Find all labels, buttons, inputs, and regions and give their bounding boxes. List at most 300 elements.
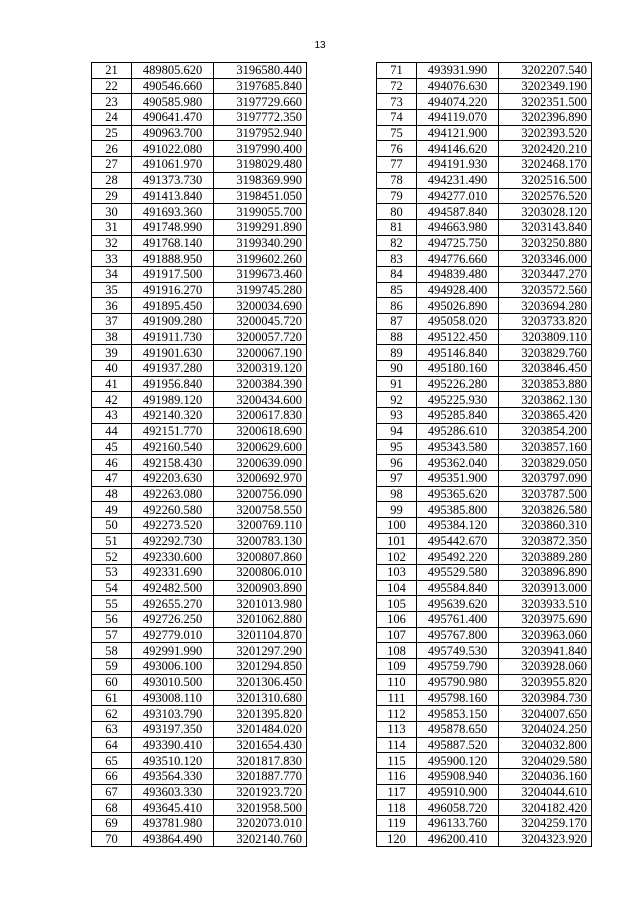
point-number-cell: 22 xyxy=(92,78,132,94)
x-coordinate-cell: 492158.430 xyxy=(132,455,214,471)
y-coordinate-cell: 3200903.890 xyxy=(214,580,307,596)
table-row xyxy=(377,627,592,643)
point-number-cell: 66 xyxy=(92,768,132,784)
x-coordinate-cell: 490641.470 xyxy=(132,110,214,126)
y-coordinate-cell: 3203829.050 xyxy=(499,455,592,471)
y-coordinate-cell: 3200618.690 xyxy=(214,423,307,439)
table-row xyxy=(377,251,592,267)
point-number-cell: 39 xyxy=(92,345,132,361)
table-row xyxy=(377,549,592,565)
x-coordinate-cell: 490546.660 xyxy=(132,78,214,94)
y-coordinate-cell: 3203028.120 xyxy=(499,204,592,220)
point-number-cell: 101 xyxy=(377,533,417,549)
y-coordinate-cell: 3201923.720 xyxy=(214,784,307,800)
table-row xyxy=(92,157,307,173)
point-number-cell: 104 xyxy=(377,580,417,596)
table-row xyxy=(377,612,592,628)
y-coordinate-cell: 3198029.480 xyxy=(214,157,307,173)
table-row xyxy=(377,643,592,659)
point-number-cell: 38 xyxy=(92,329,132,345)
point-number-cell: 34 xyxy=(92,266,132,282)
x-coordinate-cell: 496200.410 xyxy=(417,831,499,847)
x-coordinate-cell: 496133.760 xyxy=(417,816,499,832)
x-coordinate-cell: 495026.890 xyxy=(417,298,499,314)
x-coordinate-cell: 492331.690 xyxy=(132,565,214,581)
table-row xyxy=(92,565,307,581)
table-row xyxy=(377,392,592,408)
table-row xyxy=(377,63,592,79)
y-coordinate-cell: 3201062.880 xyxy=(214,612,307,628)
y-coordinate-cell: 3203346.000 xyxy=(499,251,592,267)
point-number-cell: 55 xyxy=(92,596,132,612)
point-number-cell: 112 xyxy=(377,706,417,722)
point-number-cell: 84 xyxy=(377,266,417,282)
point-number-cell: 72 xyxy=(377,78,417,94)
y-coordinate-cell: 3200319.120 xyxy=(214,361,307,377)
x-coordinate-cell: 493564.330 xyxy=(132,768,214,784)
coordinates-table-left xyxy=(91,62,307,847)
point-number-cell: 111 xyxy=(377,690,417,706)
point-number-cell: 32 xyxy=(92,235,132,251)
table-row xyxy=(377,816,592,832)
y-coordinate-cell: 3203955.820 xyxy=(499,674,592,690)
table-row xyxy=(92,298,307,314)
table-row xyxy=(92,753,307,769)
table-row xyxy=(377,282,592,298)
point-number-cell: 68 xyxy=(92,800,132,816)
table-row xyxy=(92,502,307,518)
point-number-cell: 45 xyxy=(92,439,132,455)
point-number-cell: 95 xyxy=(377,439,417,455)
x-coordinate-cell: 493645.410 xyxy=(132,800,214,816)
y-coordinate-cell: 3203797.090 xyxy=(499,470,592,486)
table-row xyxy=(92,659,307,675)
table-row xyxy=(92,470,307,486)
x-coordinate-cell: 492263.080 xyxy=(132,486,214,502)
x-coordinate-cell: 495286.610 xyxy=(417,423,499,439)
y-coordinate-cell: 3204036.160 xyxy=(499,768,592,784)
x-coordinate-cell: 495385.800 xyxy=(417,502,499,518)
y-coordinate-cell: 3202576.520 xyxy=(499,188,592,204)
x-coordinate-cell: 491895.450 xyxy=(132,298,214,314)
y-coordinate-cell: 3203826.580 xyxy=(499,502,592,518)
x-coordinate-cell: 491956.840 xyxy=(132,376,214,392)
x-coordinate-cell: 492655.270 xyxy=(132,596,214,612)
point-number-cell: 64 xyxy=(92,737,132,753)
point-number-cell: 92 xyxy=(377,392,417,408)
y-coordinate-cell: 3203865.420 xyxy=(499,408,592,424)
point-number-cell: 26 xyxy=(92,141,132,157)
x-coordinate-cell: 494119.070 xyxy=(417,110,499,126)
point-number-cell: 48 xyxy=(92,486,132,502)
x-coordinate-cell: 492482.500 xyxy=(132,580,214,596)
y-coordinate-cell: 3203787.500 xyxy=(499,486,592,502)
table-row xyxy=(92,549,307,565)
x-coordinate-cell: 495442.670 xyxy=(417,533,499,549)
table-row xyxy=(92,768,307,784)
x-coordinate-cell: 495887.520 xyxy=(417,737,499,753)
x-coordinate-cell: 494191.930 xyxy=(417,157,499,173)
point-number-cell: 29 xyxy=(92,188,132,204)
table-row xyxy=(92,94,307,110)
x-coordinate-cell: 494074.220 xyxy=(417,94,499,110)
table-row xyxy=(377,157,592,173)
table-row xyxy=(92,784,307,800)
table-row xyxy=(377,376,592,392)
y-coordinate-cell: 3204182.420 xyxy=(499,800,592,816)
table-row xyxy=(92,627,307,643)
point-number-cell: 71 xyxy=(377,63,417,79)
x-coordinate-cell: 493603.330 xyxy=(132,784,214,800)
point-number-cell: 52 xyxy=(92,549,132,565)
x-coordinate-cell: 495285.840 xyxy=(417,408,499,424)
x-coordinate-cell: 491768.140 xyxy=(132,235,214,251)
point-number-cell: 87 xyxy=(377,314,417,330)
y-coordinate-cell: 3200769.110 xyxy=(214,517,307,533)
y-coordinate-cell: 3203143.840 xyxy=(499,219,592,235)
point-number-cell: 91 xyxy=(377,376,417,392)
x-coordinate-cell: 494839.480 xyxy=(417,266,499,282)
table-row xyxy=(92,219,307,235)
table-row xyxy=(377,737,592,753)
y-coordinate-cell: 3200807.860 xyxy=(214,549,307,565)
point-number-cell: 80 xyxy=(377,204,417,220)
point-number-cell: 33 xyxy=(92,251,132,267)
table-row xyxy=(377,314,592,330)
table-row xyxy=(92,831,307,847)
x-coordinate-cell: 491413.840 xyxy=(132,188,214,204)
y-coordinate-cell: 3201294.850 xyxy=(214,659,307,675)
table-row xyxy=(377,329,592,345)
point-number-cell: 107 xyxy=(377,627,417,643)
point-number-cell: 76 xyxy=(377,141,417,157)
x-coordinate-cell: 495529.580 xyxy=(417,565,499,581)
table-row xyxy=(377,78,592,94)
x-coordinate-cell: 492991.990 xyxy=(132,643,214,659)
point-number-cell: 70 xyxy=(92,831,132,847)
x-coordinate-cell: 494725.750 xyxy=(417,235,499,251)
point-number-cell: 102 xyxy=(377,549,417,565)
x-coordinate-cell: 492260.580 xyxy=(132,502,214,518)
x-coordinate-cell: 494776.660 xyxy=(417,251,499,267)
table-row xyxy=(92,78,307,94)
point-number-cell: 103 xyxy=(377,565,417,581)
table-row xyxy=(92,266,307,282)
x-coordinate-cell: 489805.620 xyxy=(132,63,214,79)
table-row xyxy=(92,235,307,251)
x-coordinate-cell: 491693.360 xyxy=(132,204,214,220)
point-number-cell: 28 xyxy=(92,172,132,188)
table-row xyxy=(92,361,307,377)
y-coordinate-cell: 3203975.690 xyxy=(499,612,592,628)
x-coordinate-cell: 492151.770 xyxy=(132,423,214,439)
y-coordinate-cell: 3203933.510 xyxy=(499,596,592,612)
x-coordinate-cell: 493006.100 xyxy=(132,659,214,675)
x-coordinate-cell: 491901.630 xyxy=(132,345,214,361)
table-row xyxy=(377,596,592,612)
point-number-cell: 117 xyxy=(377,784,417,800)
y-coordinate-cell: 3203846.450 xyxy=(499,361,592,377)
y-coordinate-cell: 3204029.580 xyxy=(499,753,592,769)
y-coordinate-cell: 3202468.170 xyxy=(499,157,592,173)
point-number-cell: 118 xyxy=(377,800,417,816)
x-coordinate-cell: 495225.930 xyxy=(417,392,499,408)
table-row xyxy=(377,690,592,706)
table-row xyxy=(377,455,592,471)
point-number-cell: 74 xyxy=(377,110,417,126)
x-coordinate-cell: 495900.120 xyxy=(417,753,499,769)
x-coordinate-cell: 495384.120 xyxy=(417,517,499,533)
table-row xyxy=(377,141,592,157)
x-coordinate-cell: 495365.620 xyxy=(417,486,499,502)
y-coordinate-cell: 3197729.660 xyxy=(214,94,307,110)
x-coordinate-cell: 495761.400 xyxy=(417,612,499,628)
point-number-cell: 67 xyxy=(92,784,132,800)
y-coordinate-cell: 3199340.290 xyxy=(214,235,307,251)
table-row xyxy=(92,533,307,549)
x-coordinate-cell: 496058.720 xyxy=(417,800,499,816)
x-coordinate-cell: 495908.940 xyxy=(417,768,499,784)
point-number-cell: 110 xyxy=(377,674,417,690)
point-number-cell: 89 xyxy=(377,345,417,361)
y-coordinate-cell: 3204032.800 xyxy=(499,737,592,753)
table-row xyxy=(92,141,307,157)
point-number-cell: 59 xyxy=(92,659,132,675)
table-row xyxy=(92,706,307,722)
y-coordinate-cell: 3201654.430 xyxy=(214,737,307,753)
x-coordinate-cell: 495853.150 xyxy=(417,706,499,722)
table-row xyxy=(377,565,592,581)
y-coordinate-cell: 3203872.350 xyxy=(499,533,592,549)
y-coordinate-cell: 3201395.820 xyxy=(214,706,307,722)
point-number-cell: 94 xyxy=(377,423,417,439)
point-number-cell: 83 xyxy=(377,251,417,267)
point-number-cell: 44 xyxy=(92,423,132,439)
y-coordinate-cell: 3201013.980 xyxy=(214,596,307,612)
point-number-cell: 120 xyxy=(377,831,417,847)
table-row xyxy=(92,188,307,204)
y-coordinate-cell: 3200434.600 xyxy=(214,392,307,408)
table-row xyxy=(377,219,592,235)
y-coordinate-cell: 3199055.700 xyxy=(214,204,307,220)
point-number-cell: 108 xyxy=(377,643,417,659)
point-number-cell: 73 xyxy=(377,94,417,110)
point-number-cell: 63 xyxy=(92,721,132,737)
y-coordinate-cell: 3200692.970 xyxy=(214,470,307,486)
point-number-cell: 54 xyxy=(92,580,132,596)
point-number-cell: 42 xyxy=(92,392,132,408)
point-number-cell: 49 xyxy=(92,502,132,518)
x-coordinate-cell: 491916.270 xyxy=(132,282,214,298)
point-number-cell: 30 xyxy=(92,204,132,220)
point-number-cell: 37 xyxy=(92,314,132,330)
y-coordinate-cell: 3200806.010 xyxy=(214,565,307,581)
y-coordinate-cell: 3201297.290 xyxy=(214,643,307,659)
y-coordinate-cell: 3197685.840 xyxy=(214,78,307,94)
x-coordinate-cell: 491911.730 xyxy=(132,329,214,345)
y-coordinate-cell: 3199291.890 xyxy=(214,219,307,235)
point-number-cell: 56 xyxy=(92,612,132,628)
y-coordinate-cell: 3203860.310 xyxy=(499,517,592,533)
y-coordinate-cell: 3202349.190 xyxy=(499,78,592,94)
point-number-cell: 106 xyxy=(377,612,417,628)
x-coordinate-cell: 491989.120 xyxy=(132,392,214,408)
x-coordinate-cell: 492726.250 xyxy=(132,612,214,628)
x-coordinate-cell: 495749.530 xyxy=(417,643,499,659)
x-coordinate-cell: 491909.280 xyxy=(132,314,214,330)
point-number-cell: 36 xyxy=(92,298,132,314)
x-coordinate-cell: 495492.220 xyxy=(417,549,499,565)
table-row xyxy=(92,486,307,502)
y-coordinate-cell: 3200756.090 xyxy=(214,486,307,502)
point-number-cell: 27 xyxy=(92,157,132,173)
y-coordinate-cell: 3204007.650 xyxy=(499,706,592,722)
table-row xyxy=(377,800,592,816)
x-coordinate-cell: 492273.520 xyxy=(132,517,214,533)
point-number-cell: 105 xyxy=(377,596,417,612)
x-coordinate-cell: 495759.790 xyxy=(417,659,499,675)
table-row xyxy=(377,125,592,141)
y-coordinate-cell: 3200384.390 xyxy=(214,376,307,392)
point-number-cell: 61 xyxy=(92,690,132,706)
x-coordinate-cell: 491888.950 xyxy=(132,251,214,267)
table-row xyxy=(92,204,307,220)
table-row xyxy=(92,612,307,628)
x-coordinate-cell: 495910.900 xyxy=(417,784,499,800)
y-coordinate-cell: 3197990.400 xyxy=(214,141,307,157)
table-row xyxy=(92,423,307,439)
y-coordinate-cell: 3203984.730 xyxy=(499,690,592,706)
point-number-cell: 65 xyxy=(92,753,132,769)
point-number-cell: 25 xyxy=(92,125,132,141)
point-number-cell: 77 xyxy=(377,157,417,173)
point-number-cell: 35 xyxy=(92,282,132,298)
table-row xyxy=(92,63,307,79)
table-row xyxy=(92,439,307,455)
table-row xyxy=(377,204,592,220)
table-row xyxy=(92,690,307,706)
table-row xyxy=(377,533,592,549)
point-number-cell: 115 xyxy=(377,753,417,769)
x-coordinate-cell: 491748.990 xyxy=(132,219,214,235)
point-number-cell: 86 xyxy=(377,298,417,314)
x-coordinate-cell: 495351.900 xyxy=(417,470,499,486)
table-row xyxy=(92,580,307,596)
point-number-cell: 53 xyxy=(92,565,132,581)
table-row xyxy=(377,172,592,188)
table-row xyxy=(92,596,307,612)
y-coordinate-cell: 3202351.500 xyxy=(499,94,592,110)
x-coordinate-cell: 493010.500 xyxy=(132,674,214,690)
y-coordinate-cell: 3204323.920 xyxy=(499,831,592,847)
y-coordinate-cell: 3203829.760 xyxy=(499,345,592,361)
x-coordinate-cell: 495790.980 xyxy=(417,674,499,690)
y-coordinate-cell: 3200045.720 xyxy=(214,314,307,330)
y-coordinate-cell: 3204024.250 xyxy=(499,721,592,737)
y-coordinate-cell: 3197772.350 xyxy=(214,110,307,126)
point-number-cell: 57 xyxy=(92,627,132,643)
y-coordinate-cell: 3203854.200 xyxy=(499,423,592,439)
y-coordinate-cell: 3203963.060 xyxy=(499,627,592,643)
table-row xyxy=(92,392,307,408)
point-number-cell: 85 xyxy=(377,282,417,298)
table-row xyxy=(377,753,592,769)
y-coordinate-cell: 3202073.010 xyxy=(214,816,307,832)
x-coordinate-cell: 495343.580 xyxy=(417,439,499,455)
table-row xyxy=(92,800,307,816)
y-coordinate-cell: 3201958.500 xyxy=(214,800,307,816)
table-row xyxy=(92,329,307,345)
y-coordinate-cell: 3203733.820 xyxy=(499,314,592,330)
point-number-cell: 43 xyxy=(92,408,132,424)
y-coordinate-cell: 3202207.540 xyxy=(499,63,592,79)
x-coordinate-cell: 495180.160 xyxy=(417,361,499,377)
x-coordinate-cell: 493103.790 xyxy=(132,706,214,722)
y-coordinate-cell: 3200034.690 xyxy=(214,298,307,314)
table-row xyxy=(377,345,592,361)
y-coordinate-cell: 3200629.600 xyxy=(214,439,307,455)
x-coordinate-cell: 490585.980 xyxy=(132,94,214,110)
point-number-cell: 21 xyxy=(92,63,132,79)
table-row xyxy=(92,408,307,424)
table-row xyxy=(92,314,307,330)
x-coordinate-cell: 494928.400 xyxy=(417,282,499,298)
point-number-cell: 51 xyxy=(92,533,132,549)
y-coordinate-cell: 3201817.830 xyxy=(214,753,307,769)
point-number-cell: 60 xyxy=(92,674,132,690)
coordinates-table-right xyxy=(376,62,592,847)
x-coordinate-cell: 492140.320 xyxy=(132,408,214,424)
table-row xyxy=(92,517,307,533)
y-coordinate-cell: 3201887.770 xyxy=(214,768,307,784)
point-number-cell: 116 xyxy=(377,768,417,784)
table-row xyxy=(92,251,307,267)
table-row xyxy=(377,580,592,596)
x-coordinate-cell: 495226.280 xyxy=(417,376,499,392)
x-coordinate-cell: 493781.980 xyxy=(132,816,214,832)
point-number-cell: 109 xyxy=(377,659,417,675)
x-coordinate-cell: 491917.500 xyxy=(132,266,214,282)
y-coordinate-cell: 3203928.060 xyxy=(499,659,592,675)
page-number: 13 xyxy=(314,40,326,51)
y-coordinate-cell: 3203896.890 xyxy=(499,565,592,581)
point-number-cell: 93 xyxy=(377,408,417,424)
x-coordinate-cell: 491937.280 xyxy=(132,361,214,377)
x-coordinate-cell: 494587.840 xyxy=(417,204,499,220)
y-coordinate-cell: 3198451.050 xyxy=(214,188,307,204)
table-row xyxy=(377,517,592,533)
x-coordinate-cell: 495122.450 xyxy=(417,329,499,345)
x-coordinate-cell: 495639.620 xyxy=(417,596,499,612)
y-coordinate-cell: 3203853.880 xyxy=(499,376,592,392)
point-number-cell: 114 xyxy=(377,737,417,753)
table-row xyxy=(377,721,592,737)
x-coordinate-cell: 492779.010 xyxy=(132,627,214,643)
y-coordinate-cell: 3204044.610 xyxy=(499,784,592,800)
point-number-cell: 81 xyxy=(377,219,417,235)
point-number-cell: 82 xyxy=(377,235,417,251)
point-number-cell: 40 xyxy=(92,361,132,377)
y-coordinate-cell: 3200758.550 xyxy=(214,502,307,518)
point-number-cell: 31 xyxy=(92,219,132,235)
y-coordinate-cell: 3203447.270 xyxy=(499,266,592,282)
x-coordinate-cell: 493197.350 xyxy=(132,721,214,737)
point-number-cell: 99 xyxy=(377,502,417,518)
y-coordinate-cell: 3203250.880 xyxy=(499,235,592,251)
point-number-cell: 24 xyxy=(92,110,132,126)
y-coordinate-cell: 3200067.190 xyxy=(214,345,307,361)
point-number-cell: 90 xyxy=(377,361,417,377)
